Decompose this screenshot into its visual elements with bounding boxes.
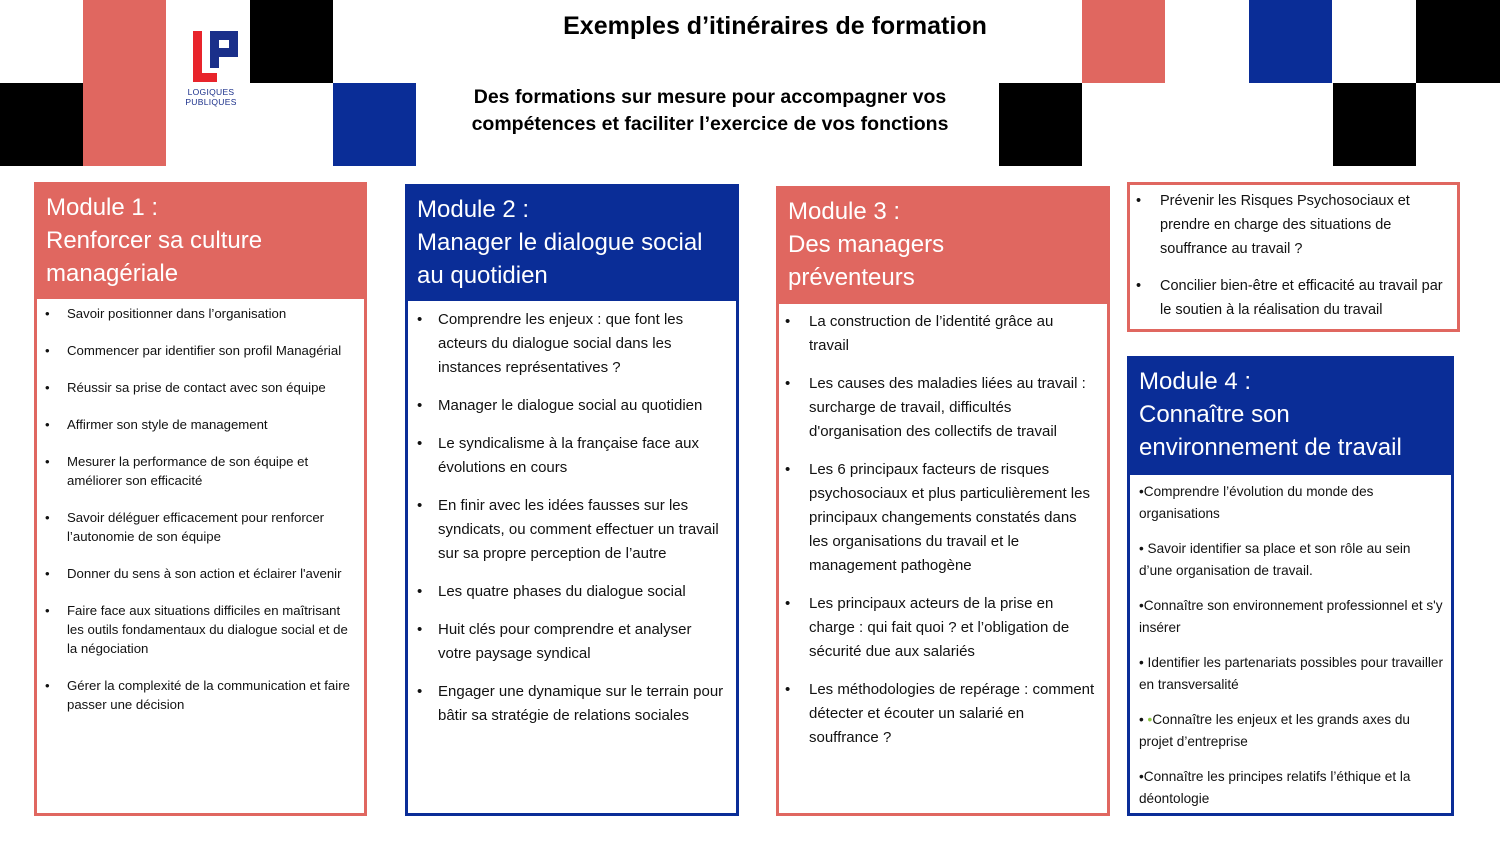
- deco-square: [1249, 0, 1332, 83]
- module-title-line: Module 2 :: [417, 196, 530, 223]
- list-item: • Savoir positionner dans l’organisation: [45, 304, 352, 323]
- module-3-card: [776, 186, 1110, 816]
- list-item: • Identifier les partenariats possibles pour travailler en transversalité: [1139, 655, 1443, 692]
- logo: [176, 30, 246, 107]
- list-item: • Prévenir les Risques Psychosociaux et prendre en charge des situations de souffrance au travail ?: [1136, 189, 1449, 261]
- list-item: • Savoir identifier sa place et son rôle au sein d’une organisation de travail.: [1139, 541, 1411, 578]
- module-title-line: Des managers: [788, 231, 945, 258]
- deco-square: [1416, 0, 1500, 83]
- deco-square: [333, 83, 416, 166]
- list-item: • Gérer la complexité de la communication et faire passer une décision: [45, 676, 352, 714]
- list-item: • Huit clés pour comprendre et analyser votre paysage syndical: [417, 618, 726, 666]
- module-1-card: [34, 182, 367, 816]
- deco-square: [83, 0, 166, 166]
- list-item: •Comprendre l’évolution du monde des organisations: [1139, 484, 1374, 521]
- list-item: • La construction de l’identité grâce au travail: [785, 310, 1097, 358]
- page-subtitle: [430, 84, 990, 138]
- module-title-line: environnement de travail: [1139, 434, 1402, 461]
- list-item-text: Connaître les enjeux et les grands axes du projet d’entreprise: [1139, 712, 1410, 749]
- list-item: • Commencer par identifier son profil Managérial: [45, 341, 352, 360]
- module-1-header: [37, 185, 364, 299]
- module-title-line: Module 3 :: [788, 198, 901, 225]
- list-item: • Concilier bien-être et efficacité au travail par le soutien à la réalisation du travail: [1136, 274, 1449, 322]
- module-2-header: [408, 187, 736, 301]
- deco-square: [1333, 83, 1416, 166]
- green-dot-icon: •: [1147, 712, 1153, 727]
- module-4-header: [1130, 359, 1451, 475]
- list-item: • Les quatre phases du dialogue social: [417, 580, 726, 604]
- list-item: •Connaître son environnement professionnel et s'y insérer: [1139, 598, 1443, 635]
- module-title-line: managériale: [46, 260, 179, 287]
- logo-line2: PUBLIQUES: [185, 97, 237, 107]
- list-item: • Savoir déléguer efficacement pour renforcer l’autonomie de son équipe: [45, 508, 352, 546]
- module-2-list: [408, 301, 736, 728]
- list-item: •Connaître les principes relatifs l’éthique et la déontologie: [1139, 769, 1411, 806]
- module-1-list: [37, 299, 364, 714]
- list-item: • Les méthodologies de repérage : comment détecter et écouter un salarié en souffrance ?: [785, 678, 1097, 750]
- deco-square: [250, 0, 333, 83]
- list-item: • Les 6 principaux facteurs de risques psychosociaux et plus particulièrement les principaux changements constatés dans les organisations du travail et le management pathogène: [785, 458, 1097, 578]
- lp-logo-icon: [184, 30, 238, 84]
- module-4-list: [1130, 475, 1451, 810]
- list-item: • Manager le dialogue social au quotidien: [417, 394, 726, 418]
- module-title-line: Connaître son: [1139, 401, 1290, 428]
- list-item: • Engager une dynamique sur le terrain pour bâtir sa stratégie de relations sociales: [417, 680, 726, 728]
- module-2-card: [405, 184, 739, 816]
- module-3-continued-list: [1130, 185, 1457, 322]
- module-title-line: Module 4 :: [1139, 368, 1252, 395]
- list-item: • Réussir sa prise de contact avec son équipe: [45, 378, 352, 397]
- list-item: • Donner du sens à son action et éclairer l'avenir: [45, 564, 352, 583]
- list-item: • En finir avec les idées fausses sur les syndicats, ou comment effectuer un travail sur sa propre perception de l’autre: [417, 494, 726, 566]
- list-item: • Mesurer la performance de son équipe et améliorer son efficacité: [45, 452, 352, 490]
- list-item: • Comprendre les enjeux : que font les acteurs du dialogue social dans les instances représentatives ?: [417, 308, 726, 380]
- logo-line1: LOGIQUES: [187, 87, 235, 97]
- deco-square: [999, 83, 1082, 166]
- list-item: • Le syndicalisme à la française face aux évolutions en cours: [417, 432, 726, 480]
- list-item: • Affirmer son style de management: [45, 415, 352, 434]
- module-title-line: au quotidien: [417, 262, 548, 289]
- subtitle-line: compétences et faciliter l’exercice de vos fonctions: [471, 113, 949, 135]
- module-title-line: Manager le dialogue social: [417, 229, 703, 256]
- module-title-line: Renforcer sa culture: [46, 227, 263, 254]
- deco-square: [0, 83, 83, 166]
- list-item: • Les principaux acteurs de la prise en charge : qui fait quoi ? et l’obligation de sécurité due aux salariés: [785, 592, 1097, 664]
- list-item: • •Connaître les enjeux et les grands axes du projet d’entreprise: [1139, 712, 1410, 749]
- module-3-header: [779, 189, 1107, 304]
- subtitle-line: Des formations sur mesure pour accompagner vos: [473, 86, 947, 108]
- list-item: • Faire face aux situations difficiles en maîtrisant les outils fondamentaux du dialogue social et de la négociation: [45, 601, 352, 658]
- module-4-card: [1127, 356, 1454, 816]
- page-title: Exemples d’itinéraires de formation: [563, 12, 987, 40]
- module-title-line: Module 1 :: [46, 194, 159, 221]
- module-3-list: [779, 304, 1107, 750]
- list-item: • Les causes des maladies liées au travail : surcharge de travail, difficultés d'organisation des collectifs de travail: [785, 372, 1097, 444]
- module-title-line: préventeurs: [788, 264, 915, 291]
- module-3-continued-card: [1127, 182, 1460, 332]
